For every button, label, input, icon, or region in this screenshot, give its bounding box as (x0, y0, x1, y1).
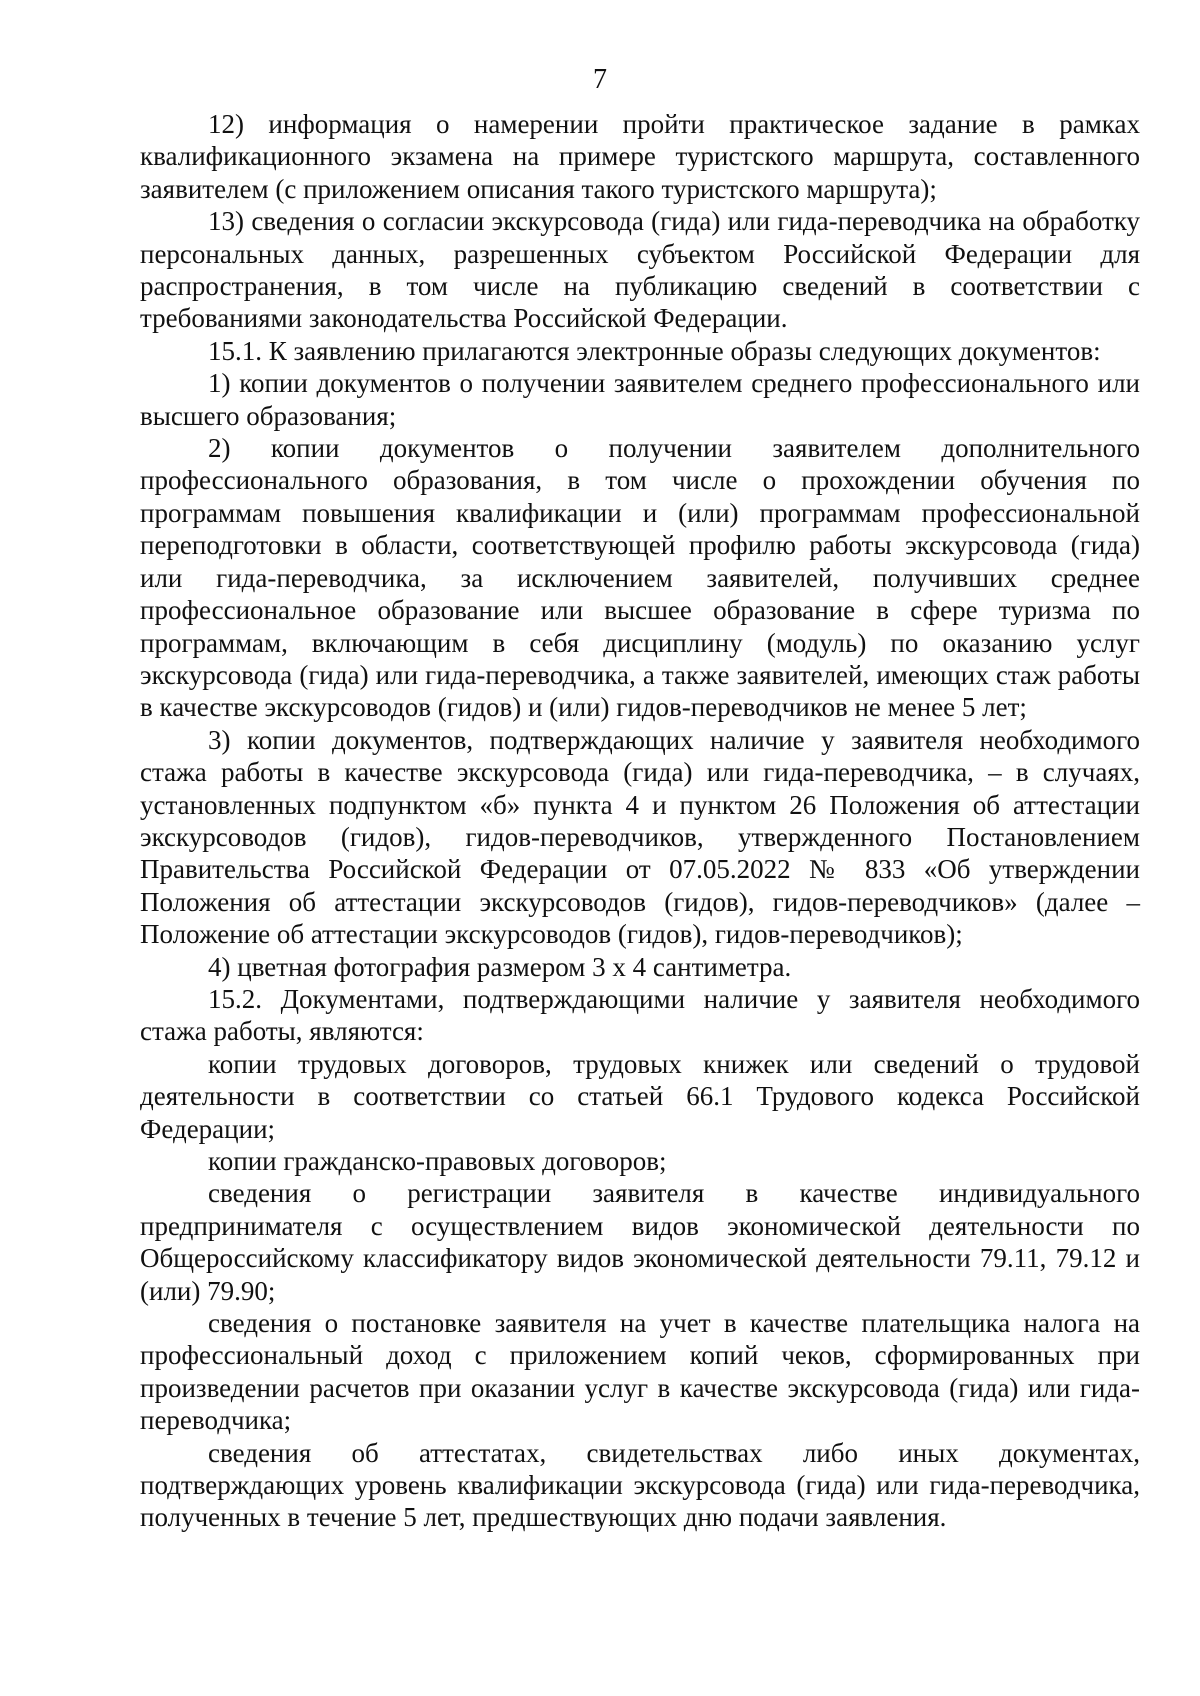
paragraph-certificates: сведения об аттестатах, свидетельствах либо иных документах, подтверждающих уровень квалификации экскурсовода (гида) или гида-переводчика, полученных в течение 5 лет, предшествующих дню подачи заявления. (140, 1437, 1140, 1533)
paragraph-section-15-2: 15.2. Документами, подтверждающими наличие у заявителя необходимого стажа работы, являются: (140, 983, 1140, 1047)
paragraph-self-employed-tax: сведения о постановке заявителя на учет в качестве плательщика налога на профессиональный доход с приложением копий чеков, сформированных при произведении расчетов при оказании услуг в качестве экскурсовода (гида) или гида-переводчика; (140, 1308, 1140, 1436)
paragraph-item-2: 2) копии документов о получении заявителем дополнительного профессионального образования, в том числе о прохождении обучения по программам повышения квалификации и (или) программам профессиональной переподготовки в области, соответствующей профилю работы экскурсовода (гида) или гида-переводчика, за исключением заявителей, получивших среднее профессиональное образование или высшее образование в сфере туризма по программам, включающим в себя дисциплину (модуль) по оказанию услуг экскурсовода (гида) или гида-переводчика, а также заявителей, имеющих стаж работы в качестве экскурсоводов (гидов) и (или) гидов-переводчиков не менее 5 лет; (140, 433, 1140, 723)
paragraph-section-15-1: 15.1. К заявлению прилагаются электронные образы следующих документов: (208, 335, 1101, 366)
paragraph-entrepreneur-registration: сведения о регистрации заявителя в качестве индивидуального предпринимателя с осуществлением видов экономической деятельности по Общероссийскому классификатору видов экономической деятельности 79.11, 79.12 и (или) 79.90; (140, 1178, 1140, 1306)
paragraph-labor-contracts: копии трудовых договоров, трудовых книжек или сведений о трудовой деятельности в соответствии со статьей 66.1 Трудового кодекса Российской Федерации; (140, 1048, 1140, 1144)
paragraph-item-12: 12) информация о намерении пройти практическое задание в рамках квалификационного экзамена на примере туристского маршрута, составленного заявителем (с приложением описания такого туристского маршрута); (140, 109, 1140, 204)
paragraph-item-13: 13) сведения о согласии экскурсовода (гида) или гида-переводчика на обработку персональных данных, разрешенных субъектом Российской Федерации для распространения, в том числе на публикацию сведений в соответствии с требованиями законодательства Российской Федерации. (140, 206, 1140, 334)
paragraph-item-4: 4) цветная фотография размером 3 x 4 сантиметра. (208, 951, 792, 982)
document-body (140, 108, 1140, 1534)
paragraph-item-1: 1) копии документов о получении заявителем среднего профессионального или высшего образования; (140, 368, 1140, 431)
page-number: 7 (593, 64, 607, 95)
paragraph-civil-contracts: копии гражданско-правовых договоров; (208, 1146, 667, 1176)
paragraph-item-3: 3) копии документов, подтверждающих наличие у заявителя необходимого стажа работы в качестве экскурсовода (гида) или гида-переводчика, – в случаях, установленных подпунктом «б» пункта 4 и пунктом 26 Положения об аттестации экскурсоводов (гидов), гидов-переводчиков, утвержденного Постановлением Правительства Российской Федерации от 07.05.2022 № 833 «Об утверждении Положения об аттестации экскурсоводов (гидов), гидов-переводчиков» (далее – Положение об аттестации экскурсоводов (гидов), гидов-переводчиков); (140, 724, 1140, 950)
